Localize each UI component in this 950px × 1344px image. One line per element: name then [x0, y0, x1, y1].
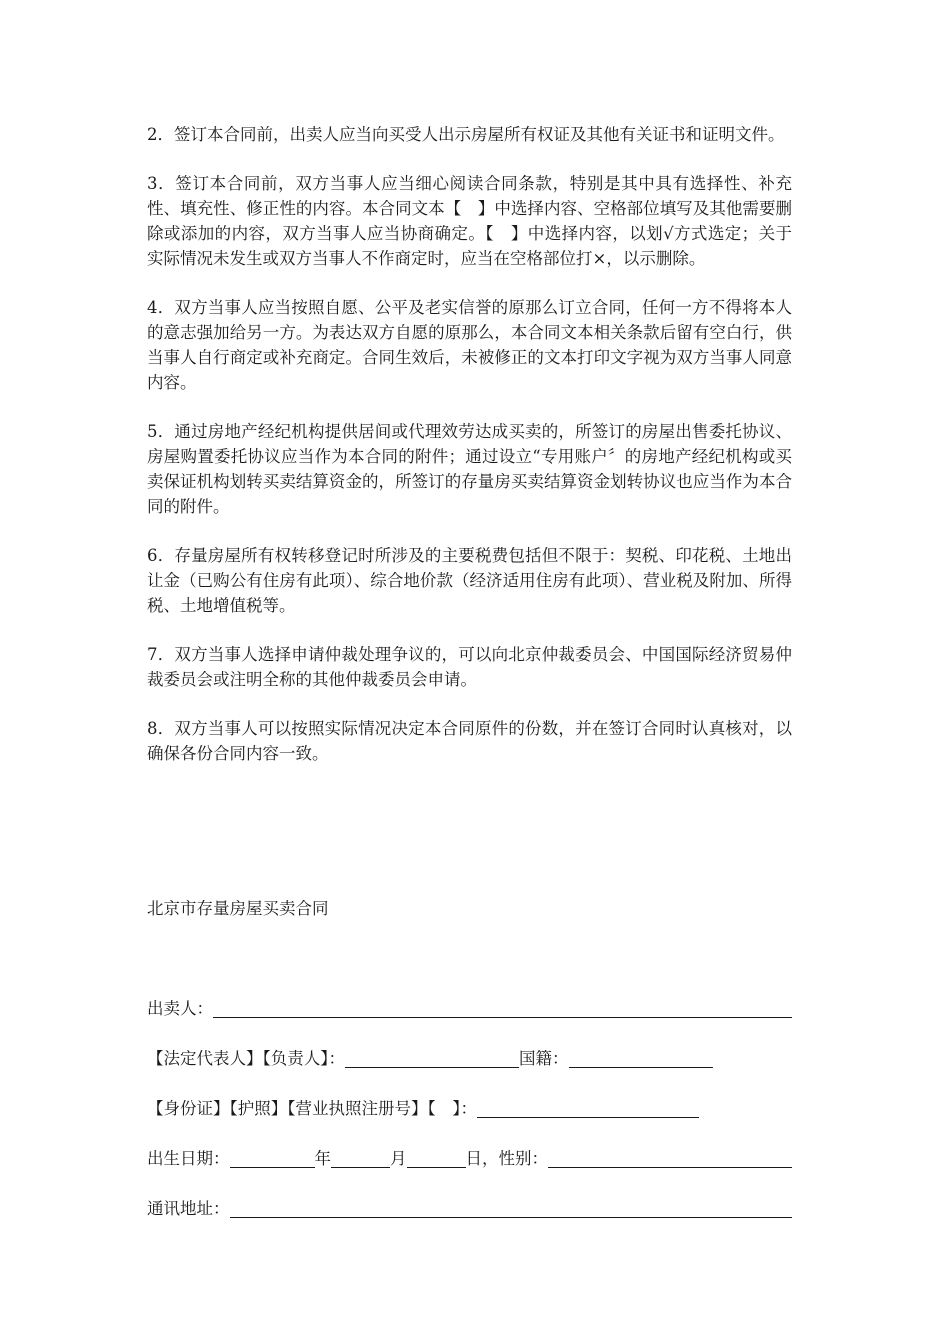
nationality-blank[interactable] [569, 1049, 713, 1068]
id-blank[interactable] [477, 1099, 699, 1118]
birth-month-blank[interactable] [331, 1149, 390, 1168]
month-label: 月 [390, 1149, 407, 1168]
note-paragraph: 7．双方当事人选择申请仲裁处理争议的，可以向北京仲裁委员会、中国国际经济贸易仲裁委员会或注明全称的其他仲裁委员会申请。 [147, 645, 792, 689]
notes-section [147, 122, 792, 790]
address-row [147, 1196, 792, 1221]
note-paragraph: 4．双方当事人应当按照自愿、公平及老实信誉的原那么订立合同，任何一方不得将本人的意志强加给另一方。为表达双方自愿的原那么，本合同文本相关条款后留有空白行，供当事人自行商定或补充商定。合同生效后，未被修正的文本打印文字视为双方当事人同意内容。 [147, 298, 792, 392]
contract-title: 北京市存量房屋买卖合同 [147, 899, 329, 918]
legal-rep-label: 【法定代表人】【负责人】： [147, 1049, 345, 1068]
id-label: 【身份证】【护照】【营业执照注册号】【 】： [147, 1099, 477, 1118]
day-gender-label: 日，性别： [465, 1149, 548, 1168]
seller-row [147, 996, 792, 1021]
year-label: 年 [314, 1149, 331, 1168]
note-paragraph: 5．通过房地产经纪机构提供居间或代理效劳达成买卖的，所签订的房屋出售委托协议、房屋购置委托协议应当作为本合同的附件；通过设立“专用账户〞的房地产经纪机构或买卖保证机构划转买卖结算资金的，所签订的存量房买卖结算资金划转协议也应当作为本合同的附件。 [147, 422, 792, 516]
birth-day-blank[interactable] [407, 1149, 466, 1168]
nationality-label: 国籍： [519, 1049, 569, 1068]
seller-label: 出卖人： [147, 999, 213, 1018]
note-paragraph: 8．双方当事人可以按照实际情况决定本合同原件的份数，并在签订合同时认真核对，以确保各份合同内容一致。 [147, 719, 792, 763]
birth-label: 出生日期： [147, 1149, 230, 1168]
address-label: 通讯地址： [147, 1199, 230, 1218]
legal-rep-row [147, 1046, 792, 1071]
address-blank[interactable] [230, 1199, 793, 1218]
note-paragraph: 6．存量房屋所有权转移登记时所涉及的主要税费包括但不限于：契税、印花税、土地出让金（已购公有住房有此项）、综合地价款（经济适用住房有此项）、营业税及附加、所得税、土地增值税等。 [147, 546, 792, 615]
note-paragraph: 3．签订本合同前，双方当事人应当细心阅读合同条款，特别是其中具有选择性、补充性、填充性、修正性的内容。本合同文本【 】中选择内容、空格部位填写及其他需要删除或添加的内容，双方当事人应当协商确定。【 】中选择内容，以划√方式选定；关于实际情况未发生或双方当事人不作商定时，应当在空格部位打×，以示删除。 [147, 174, 792, 268]
id-row [147, 1096, 792, 1121]
birth-year-blank[interactable] [230, 1149, 315, 1168]
birth-row [147, 1146, 792, 1171]
seller-blank[interactable] [213, 999, 792, 1018]
legal-rep-blank[interactable] [345, 1049, 519, 1068]
note-paragraph: 2．签订本合同前，出卖人应当向买受人出示房屋所有权证及其他有关证书和证明文件。 [147, 125, 785, 144]
gender-blank[interactable] [548, 1149, 792, 1168]
